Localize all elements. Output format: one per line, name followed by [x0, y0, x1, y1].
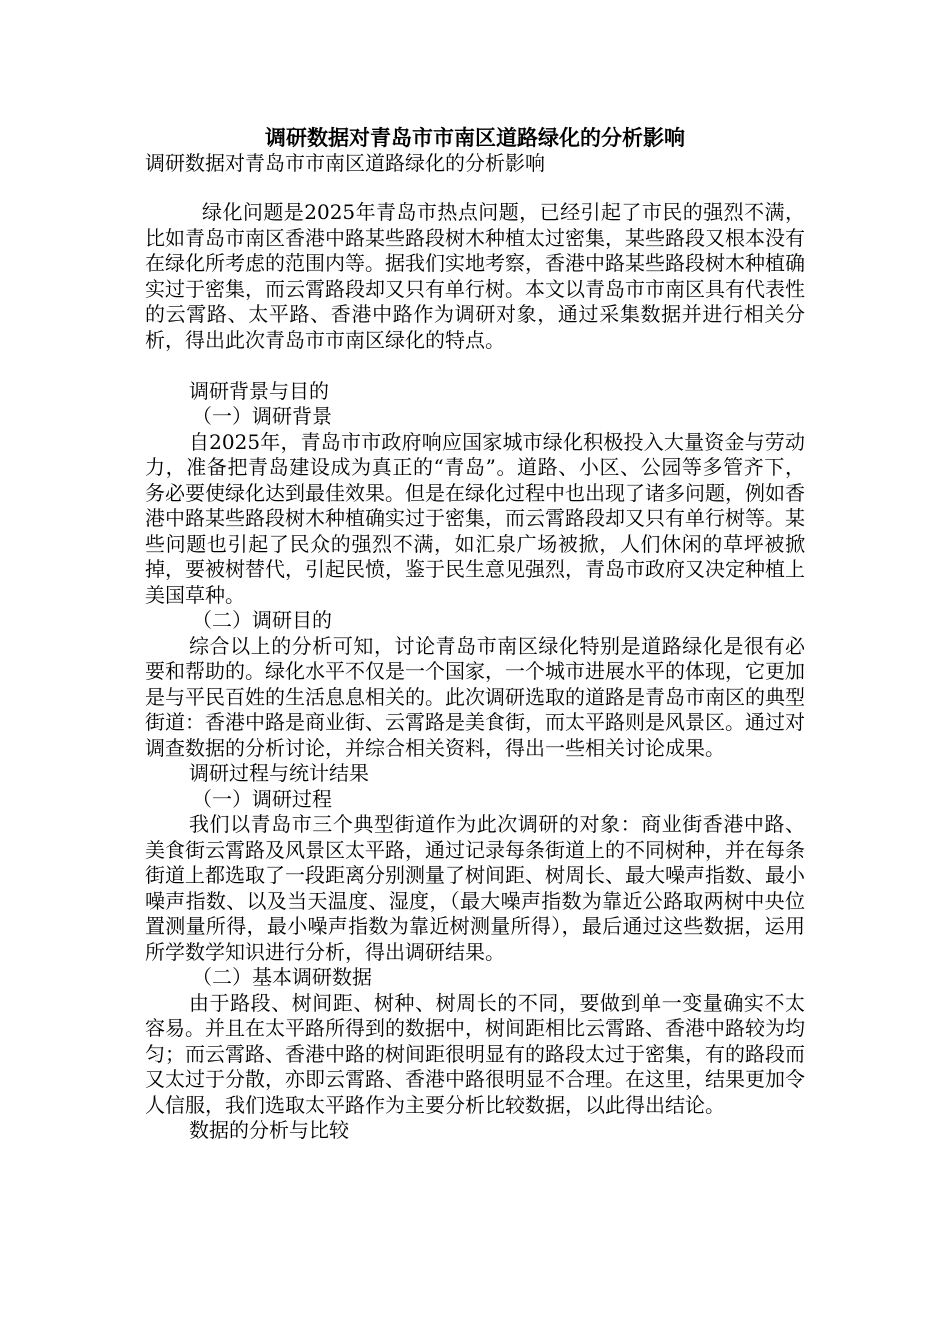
subheading-basic-data: （二）基本调研数据 [192, 965, 372, 989]
section-heading-analysis: 数据的分析与比较 [189, 1118, 349, 1142]
subheading-background: （一）调研背景 [192, 404, 332, 428]
subheading-purpose: （二）调研目的 [192, 608, 332, 632]
document-title: 调研数据对青岛市市南区道路绿化的分析影响 [265, 125, 685, 150]
process-paragraph: 我们以青岛市三个典型街道作为此次调研的对象：商业街香港中路、美食街云霄路及风景区太平路，通过记录每条街道上的不同树种，并在每条街道上都选取了一段距离分别测量了树间距、树周长、最大噪声指数、最小噪声指数、以及当天温度、湿度，（最大噪声指数为靠近公路取两树中央位置测量所得，最小噪声指数为靠近树测量所得），最后通过这些数据，运用所学数学知识进行分析，得出调研结果。 [145, 812, 805, 964]
purpose-paragraph: 综合以上的分析可知，讨论青岛市南区绿化特别是道路绿化是很有必要和帮助的。绿化水平不仅是一个国家，一个城市进展水平的体现，它更加是与平民百姓的生活息息相关的。此次调研选取的道路是青岛市南区的典型街道：香港中路是商业街、云霄路是美食街，而太平路则是风景区。通过对调查数据的分析讨论，并综合相关资料，得出一些相关讨论成果。 [145, 633, 805, 760]
paragraph-gap [145, 353, 805, 379]
section-heading-background-purpose: 调研背景与目的 [189, 378, 329, 403]
document-body [145, 200, 805, 1144]
subheading-process: （一）调研过程 [192, 786, 332, 811]
basic-data-paragraph: 由于路段、树间距、树种、树周长的不同，要做到单一变量确实不太容易。并且在太平路所得到的数据中，树间距相比云霄路、香港中路较为均匀；而云霄路、香港中路的树间距很明显有的路段太过于密集，有的路段而又太过于分散，亦即云霄路、香港中路很明显不合理。在这里，结果更加令人信服，我们选取太平路作为主要分析比较数据，以此得出结论。 [145, 990, 805, 1117]
section-heading-process-results: 调研过程与统计结果 [189, 761, 369, 785]
document-subtitle: 调研数据对青岛市市南区道路绿化的分析影响 [145, 151, 545, 175]
background-paragraph: 自2025年，青岛市市政府响应国家城市绿化积极投入大量资金与劳动力，准备把青岛建设成为真正的“青岛”。道路、小区、公园等多管齐下，务必要使绿化达到最佳效果。但是在绿化过程中也出现了诸多问题，例如香港中路某些路段树木种植确实过于密集，而云霄路段却又只有单行树等。某些问题也引起了民众的强烈不满，如汇泉广场被掀，人们休闲的草坪被掀掉，要被树替代，引起民愤，鉴于民生意见强烈，青岛市政府又决定种植上美国草种。 [145, 429, 805, 607]
intro-paragraph: 绿化问题是2025年青岛市热点问题，已经引起了市民的强烈不满，比如青岛市南区香港中路某些路段树木种植太过密集，某些路段又根本没有在绿化所考虑的范围内等。据我们实地考察，香港中路某些路段树木种植确实过于密集，而云霄路段却又只有单行树。本文以青岛市市南区具有代表性的云霄路、太平路、香港中路作为调研对象，通过采集数据并进行相关分析，得出此次青岛市市南区绿化的特点。 [145, 200, 805, 352]
